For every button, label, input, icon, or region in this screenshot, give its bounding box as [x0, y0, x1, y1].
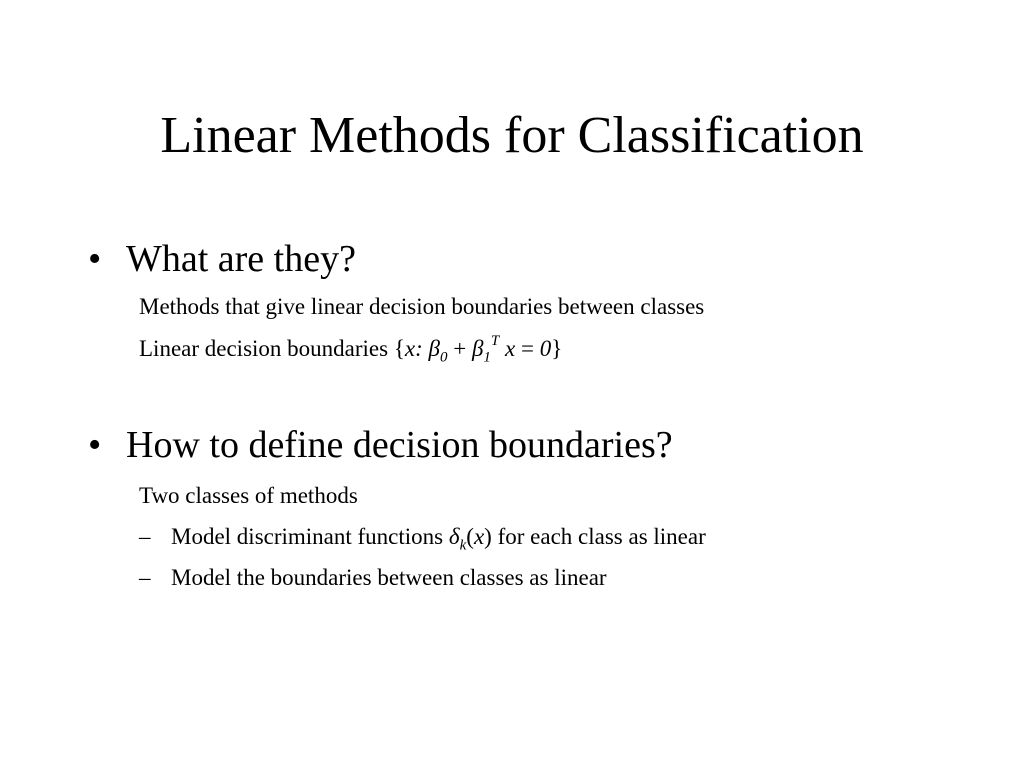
bullet-marker: •	[88, 424, 102, 466]
math-x: x	[473, 524, 485, 549]
sub-item-model-boundaries	[139, 563, 607, 593]
math-zero: 0	[539, 336, 552, 361]
math-sub-0: 0	[439, 349, 448, 366]
math-open-paren: (	[466, 524, 474, 549]
bullet-how-to-define	[88, 422, 673, 468]
sub-item-text: Methods that give linear decision boundaries between classes	[139, 294, 705, 319]
slide-title: Linear Methods for Classification	[160, 107, 864, 164]
math-sup-t: T	[490, 333, 500, 350]
sub-item-suffix: for each class as linear	[491, 524, 706, 549]
math-sub-1: 1	[483, 349, 491, 366]
sub-item-linear-boundaries	[139, 334, 562, 364]
math-plus: +	[453, 336, 467, 361]
bullet-text: What are they?	[126, 238, 356, 280]
sub-item-discriminant-functions	[139, 522, 706, 552]
sub-item-methods	[139, 292, 704, 322]
math-beta1: β	[471, 336, 484, 361]
sub-item-suffix: }	[551, 336, 563, 361]
sub-item-prefix: Linear decision boundaries {	[139, 336, 405, 361]
sub-item-text: Two classes of methods	[139, 483, 358, 508]
dash-marker: –	[139, 565, 151, 590]
math-beta: β	[428, 336, 440, 361]
math-sub-k: k	[459, 537, 467, 554]
math-delta: δ	[448, 524, 460, 549]
bullet-text: How to define decision boundaries?	[126, 424, 673, 466]
math-x-colon: x:	[404, 336, 423, 361]
math-x: x	[505, 336, 516, 361]
sub-item-prefix: Model discriminant functions	[171, 524, 449, 549]
sub-item-two-classes	[139, 481, 358, 511]
dash-marker: –	[139, 524, 151, 549]
bullet-marker: •	[88, 238, 102, 280]
math-equals: =	[520, 336, 534, 361]
sub-item-text: Model the boundaries between classes as linear	[171, 565, 607, 590]
math-close-paren: )	[484, 524, 492, 549]
bullet-what-are-they	[88, 236, 356, 282]
